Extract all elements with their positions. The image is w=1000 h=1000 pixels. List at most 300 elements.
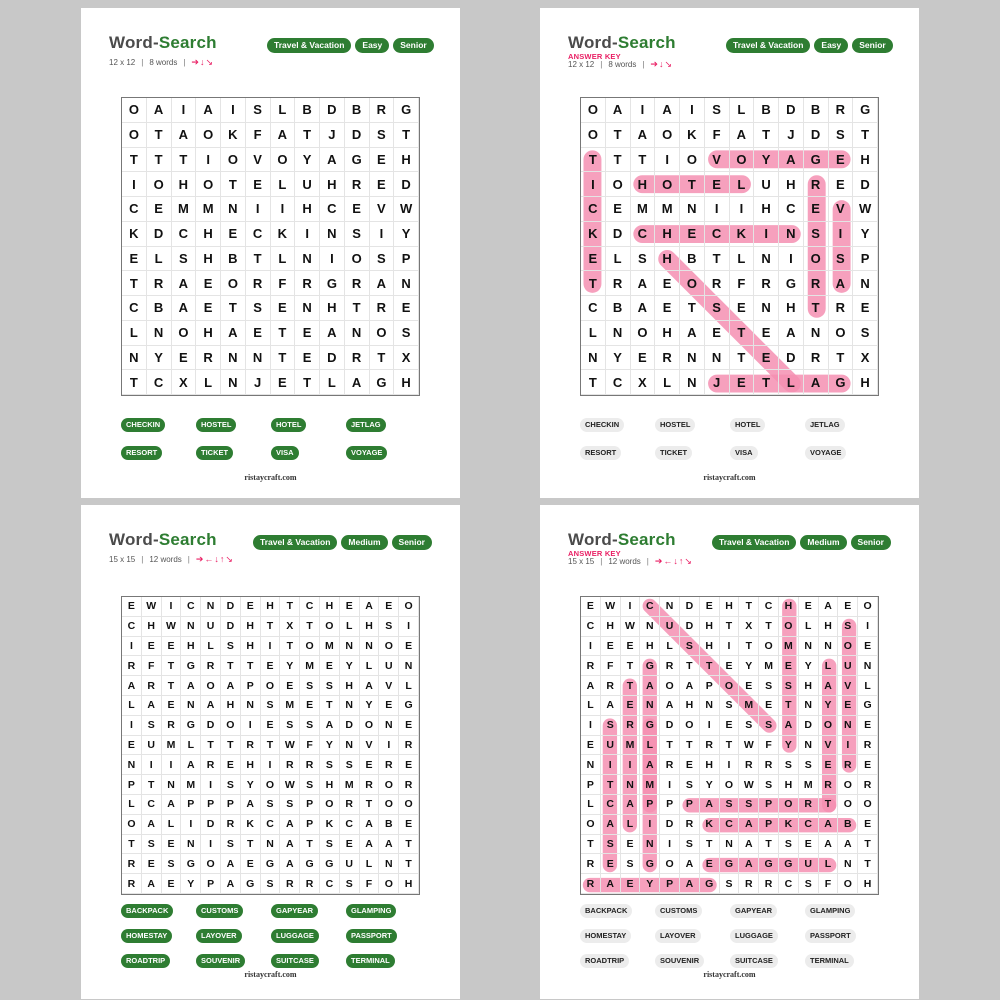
grid-cell: O [122, 98, 147, 123]
grid-cell: A [360, 815, 380, 835]
grid-cell: E [829, 172, 854, 197]
grid-cell: E [730, 296, 755, 321]
grid-cell: E [700, 597, 720, 617]
grid-cell: A [819, 676, 839, 696]
grid-cell: S [320, 676, 340, 696]
grid-cell: N [581, 346, 606, 371]
grid-cell: R [804, 172, 829, 197]
grid-cell: T [122, 370, 147, 395]
grid-cell: N [799, 696, 819, 716]
grid-cell: T [300, 617, 320, 637]
grid-cell: N [340, 696, 360, 716]
grid-cell: A [221, 854, 241, 874]
answer-sheet-medium [540, 505, 919, 999]
grid-cell: T [606, 148, 631, 173]
tag-category: Travel & Vacation [267, 38, 351, 53]
grid-cell: H [631, 172, 656, 197]
grid-cell: H [655, 247, 680, 272]
grid-cell: R [581, 656, 601, 676]
grid-cell: E [581, 247, 606, 272]
grid-cell: N [640, 835, 660, 855]
grid-cell: R [241, 736, 261, 756]
grid-cell: R [280, 755, 300, 775]
grid-cell: G [320, 854, 340, 874]
grid-cell: S [601, 716, 621, 736]
grid-cell: S [370, 123, 395, 148]
grid-cell: S [829, 123, 854, 148]
grid-cell: Y [700, 775, 720, 795]
grid-cell: T [581, 271, 606, 296]
site-url: ristaycraft.com [703, 473, 756, 482]
brand-title [568, 530, 676, 550]
grid-cell: N [680, 197, 705, 222]
grid-cell: T [829, 346, 854, 371]
grid-cell: O [829, 321, 854, 346]
grid-cell: S [720, 696, 740, 716]
grid-cell: W [280, 736, 300, 756]
grid-cell: T [804, 296, 829, 321]
grid-cell: L [162, 815, 182, 835]
word-chip: PASSPORT [805, 929, 856, 943]
grid-cell: N [799, 637, 819, 657]
grid-cell: A [779, 321, 804, 346]
grid-cell: N [181, 617, 201, 637]
grid-cell: I [122, 637, 142, 657]
grid-cell: O [196, 172, 221, 197]
grid-cell: Y [779, 736, 799, 756]
grid-cell: H [680, 696, 700, 716]
grid-cell: F [730, 271, 755, 296]
brand-word: Word [109, 530, 153, 549]
grid-cell: E [838, 597, 858, 617]
grid-cell: O [838, 874, 858, 894]
grid-cell: S [280, 716, 300, 736]
grid-cell: P [201, 874, 221, 894]
word-chip: HOMESTAY [580, 929, 631, 943]
grid-cell: P [581, 775, 601, 795]
word-chip: HOSTEL [196, 418, 236, 432]
grid-cell: N [340, 736, 360, 756]
grid-cell: N [606, 321, 631, 346]
grid-cell: N [700, 696, 720, 716]
grid-cell: R [370, 296, 395, 321]
grid-cell: R [700, 736, 720, 756]
grid-cell: S [759, 775, 779, 795]
tag-difficulty: Easy [355, 38, 389, 53]
grid-cell: T [221, 296, 246, 321]
grid-cell: S [705, 98, 730, 123]
grid-cell: O [581, 123, 606, 148]
grid-cell: C [640, 597, 660, 617]
letter-grid [580, 596, 879, 895]
grid-cell: C [779, 197, 804, 222]
grid-cell: O [379, 874, 399, 894]
word-chip: GLAMPING [805, 904, 855, 918]
grid-cell: G [394, 98, 419, 123]
grid-cell: E [360, 755, 380, 775]
grid-cell: H [655, 222, 680, 247]
grid-cell: T [680, 172, 705, 197]
grid-cell: H [700, 637, 720, 657]
grid-cell: L [819, 854, 839, 874]
grid-cell: O [196, 123, 221, 148]
brand-word: Word [568, 530, 612, 549]
grid-cell: F [246, 123, 271, 148]
grid-cell: F [300, 736, 320, 756]
grid-cell: T [201, 736, 221, 756]
word-chip: LUGGAGE [730, 929, 778, 943]
grid-cell: A [819, 815, 839, 835]
grid-cell: N [221, 346, 246, 371]
grid-cell: A [601, 696, 621, 716]
tag-audience: Senior [852, 38, 892, 53]
grid-cell: L [581, 696, 601, 716]
brand-dash: - [152, 33, 159, 52]
grid-cell: R [705, 271, 730, 296]
grid-cell: U [799, 854, 819, 874]
grid-cell: C [246, 222, 271, 247]
brand-word: Word [109, 33, 153, 52]
grid-cell: O [370, 321, 395, 346]
grid-cell: I [838, 736, 858, 756]
grid-cell: N [295, 296, 320, 321]
grid-cell: D [779, 98, 804, 123]
grid-cell: A [142, 815, 162, 835]
grid-cell: H [601, 617, 621, 637]
grid-cell: E [122, 247, 147, 272]
word-chip: JETLAG [805, 418, 845, 432]
grid-cell: L [399, 676, 419, 696]
grid-cell: E [370, 148, 395, 173]
grid-cell: C [581, 197, 606, 222]
grid-cell: E [280, 676, 300, 696]
grid-cell: S [720, 874, 740, 894]
grid-cell: N [181, 835, 201, 855]
grid-cell: L [320, 370, 345, 395]
grid-cell: R [660, 755, 680, 775]
grid-cell: H [819, 617, 839, 637]
grid-cell: N [241, 696, 261, 716]
grid-cell: S [162, 854, 182, 874]
grid-cell: I [581, 716, 601, 736]
grid-cell: I [181, 815, 201, 835]
grid-cell: T [858, 854, 878, 874]
grid-cell: O [122, 123, 147, 148]
grid-cell: E [819, 755, 839, 775]
grid-cell: R [340, 795, 360, 815]
grid-cell: I [621, 755, 641, 775]
grid-cell: B [754, 98, 779, 123]
grid-cell: N [261, 835, 281, 855]
grid-cell: T [280, 637, 300, 657]
grid-cell: Y [853, 222, 878, 247]
word-count: 12 words [608, 557, 641, 566]
word-chip: TERMINAL [805, 954, 854, 968]
grid-cell: E [606, 197, 631, 222]
word-bank [121, 904, 421, 968]
direction-arrows-icon: ➔↓↘ [191, 57, 215, 67]
grid-cell: A [181, 755, 201, 775]
grid-cell: I [162, 755, 182, 775]
grid-cell: V [829, 197, 854, 222]
grid-cell: T [631, 148, 656, 173]
grid-cell: G [804, 148, 829, 173]
grid-cell: E [261, 716, 281, 736]
grid-cell: T [399, 835, 419, 855]
grid-cell: L [122, 696, 142, 716]
grid-cell: G [779, 854, 799, 874]
grid-cell: N [680, 370, 705, 395]
grid-cell: L [655, 370, 680, 395]
grid-cell: E [221, 222, 246, 247]
grid-cell: I [720, 637, 740, 657]
grid-cell: E [601, 854, 621, 874]
grid-cell: X [394, 346, 419, 371]
grid-cell: E [655, 271, 680, 296]
brand-title [109, 530, 217, 550]
grid-cell: T [295, 370, 320, 395]
grid-cell: E [858, 755, 878, 775]
grid-cell: Y [295, 148, 320, 173]
grid-cell: N [705, 346, 730, 371]
grid-cell: S [261, 696, 281, 716]
grid-cell: B [606, 296, 631, 321]
grid-cell: T [660, 736, 680, 756]
grid-cell: A [640, 676, 660, 696]
grid-cell: E [853, 296, 878, 321]
grid-cell: B [804, 98, 829, 123]
grid-cell: S [631, 247, 656, 272]
grid-cell: N [345, 321, 370, 346]
grid-cell: R [122, 874, 142, 894]
grid-cell: G [759, 854, 779, 874]
grid-cell: U [295, 172, 320, 197]
grid-cell: G [370, 370, 395, 395]
grid-cell: P [660, 795, 680, 815]
grid-cell: N [162, 775, 182, 795]
grid-cell: N [621, 775, 641, 795]
grid-cell: Y [241, 775, 261, 795]
grid-cell: T [295, 123, 320, 148]
grid-cell: H [779, 597, 799, 617]
grid-cell: G [261, 854, 281, 874]
grid-cell: D [340, 716, 360, 736]
grid-cell: I [655, 148, 680, 173]
brand-dash: - [152, 530, 159, 549]
grid-cell: I [142, 755, 162, 775]
grid-cell: R [246, 271, 271, 296]
grid-cell: Y [340, 656, 360, 676]
grid-cell: H [320, 597, 340, 617]
grid-cell: R [196, 346, 221, 371]
grid-cell: E [621, 874, 641, 894]
grid-cell: T [680, 736, 700, 756]
grid-cell: L [779, 370, 804, 395]
grid-cell: E [379, 597, 399, 617]
grid-cell: Y [320, 736, 340, 756]
puzzle-meta: 15 x 15 | 12 words | ➔←↓↑↘ [568, 556, 693, 566]
grid-cell: E [631, 346, 656, 371]
grid-cell: B [838, 815, 858, 835]
grid-cell: C [779, 874, 799, 894]
grid-cell: R [221, 815, 241, 835]
grid-cell: A [631, 123, 656, 148]
grid-cell: S [300, 716, 320, 736]
grid-cell: N [640, 696, 660, 716]
grid-cell: O [858, 795, 878, 815]
grid-cell: O [779, 795, 799, 815]
grid-cell: D [606, 222, 631, 247]
grid-cell: N [122, 755, 142, 775]
grid-cell: T [581, 835, 601, 855]
grid-cell: T [162, 656, 182, 676]
grid-cell: I [858, 617, 878, 637]
grid-size: 15 x 15 [568, 557, 595, 566]
brand-search: Search [617, 530, 676, 549]
grid-cell: N [122, 346, 147, 371]
grid-cell: T [739, 597, 759, 617]
grid-cell: W [394, 197, 419, 222]
grid-cell: R [804, 346, 829, 371]
grid-cell: S [320, 835, 340, 855]
grid-cell: A [730, 123, 755, 148]
grid-cell: I [162, 597, 182, 617]
grid-cell: W [739, 775, 759, 795]
grid-cell: M [621, 736, 641, 756]
grid-cell: O [172, 321, 197, 346]
word-chip: HOTEL [730, 418, 765, 432]
grid-cell: M [631, 197, 656, 222]
grid-cell: S [680, 835, 700, 855]
grid-cell: G [640, 656, 660, 676]
tag-category: Travel & Vacation [726, 38, 810, 53]
grid-cell: N [181, 696, 201, 716]
grid-cell: A [829, 271, 854, 296]
grid-cell: M [759, 656, 779, 676]
grid-cell: O [379, 795, 399, 815]
grid-cell: I [201, 835, 221, 855]
grid-cell: P [394, 247, 419, 272]
tag-category: Travel & Vacation [253, 535, 337, 550]
tag-pills [267, 38, 434, 53]
grid-cell: R [147, 271, 172, 296]
grid-cell: E [804, 197, 829, 222]
grid-cell: A [172, 296, 197, 321]
grid-cell: R [829, 98, 854, 123]
grid-cell: O [680, 271, 705, 296]
grid-cell: L [606, 247, 631, 272]
grid-cell: C [261, 815, 281, 835]
grid-cell: N [799, 736, 819, 756]
grid-cell: E [122, 736, 142, 756]
grid-cell: D [799, 716, 819, 736]
grid-cell: R [804, 271, 829, 296]
word-chip: ROADTRIP [121, 954, 170, 968]
word-chip: GAPYEAR [271, 904, 318, 918]
grid-cell: E [779, 656, 799, 676]
grid-cell: H [320, 296, 345, 321]
grid-cell: A [320, 321, 345, 346]
grid-cell: I [172, 98, 197, 123]
grid-cell: E [399, 716, 419, 736]
grid-cell: A [241, 795, 261, 815]
grid-cell: O [660, 854, 680, 874]
grid-cell: A [360, 676, 380, 696]
grid-cell: V [379, 676, 399, 696]
grid-cell: O [399, 597, 419, 617]
grid-cell: E [162, 874, 182, 894]
grid-cell: H [640, 637, 660, 657]
grid-cell: R [162, 716, 182, 736]
grid-cell: F [705, 123, 730, 148]
grid-cell: S [246, 98, 271, 123]
grid-container [121, 596, 420, 895]
grid-cell: A [581, 676, 601, 696]
grid-cell: M [280, 696, 300, 716]
grid-cell: E [621, 835, 641, 855]
grid-cell: K [700, 815, 720, 835]
grid-cell: D [147, 222, 172, 247]
grid-cell: H [779, 775, 799, 795]
word-chip: LAYOVER [655, 929, 701, 943]
grid-cell: J [779, 123, 804, 148]
grid-cell: H [142, 617, 162, 637]
grid-cell: A [320, 716, 340, 736]
letter-grid [580, 97, 879, 396]
grid-cell: S [261, 874, 281, 894]
grid-cell: A [804, 370, 829, 395]
grid-cell: R [295, 271, 320, 296]
grid-cell: T [271, 321, 296, 346]
grid-cell: E [858, 815, 878, 835]
grid-cell: F [759, 736, 779, 756]
grid-cell: D [680, 597, 700, 617]
grid-cell: N [320, 222, 345, 247]
grid-cell: M [172, 197, 197, 222]
grid-cell: W [739, 736, 759, 756]
grid-cell: T [370, 346, 395, 371]
grid-cell: O [271, 148, 296, 173]
grid-cell: O [838, 637, 858, 657]
grid-cell: K [271, 222, 296, 247]
grid-cell: H [399, 874, 419, 894]
grid-cell: D [804, 123, 829, 148]
grid-cell: N [819, 637, 839, 657]
grid-cell: T [730, 346, 755, 371]
grid-cell: R [280, 874, 300, 894]
letter-grid [121, 97, 420, 396]
grid-cell: M [655, 197, 680, 222]
grid-cell: D [320, 346, 345, 371]
grid-cell: A [221, 321, 246, 346]
grid-cell: I [271, 197, 296, 222]
grid-cell: A [147, 98, 172, 123]
grid-cell: H [241, 637, 261, 657]
grid-cell: E [705, 321, 730, 346]
grid-cell: A [680, 676, 700, 696]
grid-cell: O [631, 321, 656, 346]
grid-cell: R [829, 296, 854, 321]
grid-cell: P [660, 874, 680, 894]
grid-cell: P [241, 676, 261, 696]
grid-cell: C [759, 597, 779, 617]
grid-cell: A [379, 835, 399, 855]
grid-cell: T [819, 795, 839, 815]
grid-cell: E [241, 597, 261, 617]
grid-cell: R [754, 271, 779, 296]
puzzle-meta: 15 x 15 | 12 words | ➔←↓↑↘ [109, 554, 234, 564]
word-chip: JETLAG [346, 418, 386, 432]
